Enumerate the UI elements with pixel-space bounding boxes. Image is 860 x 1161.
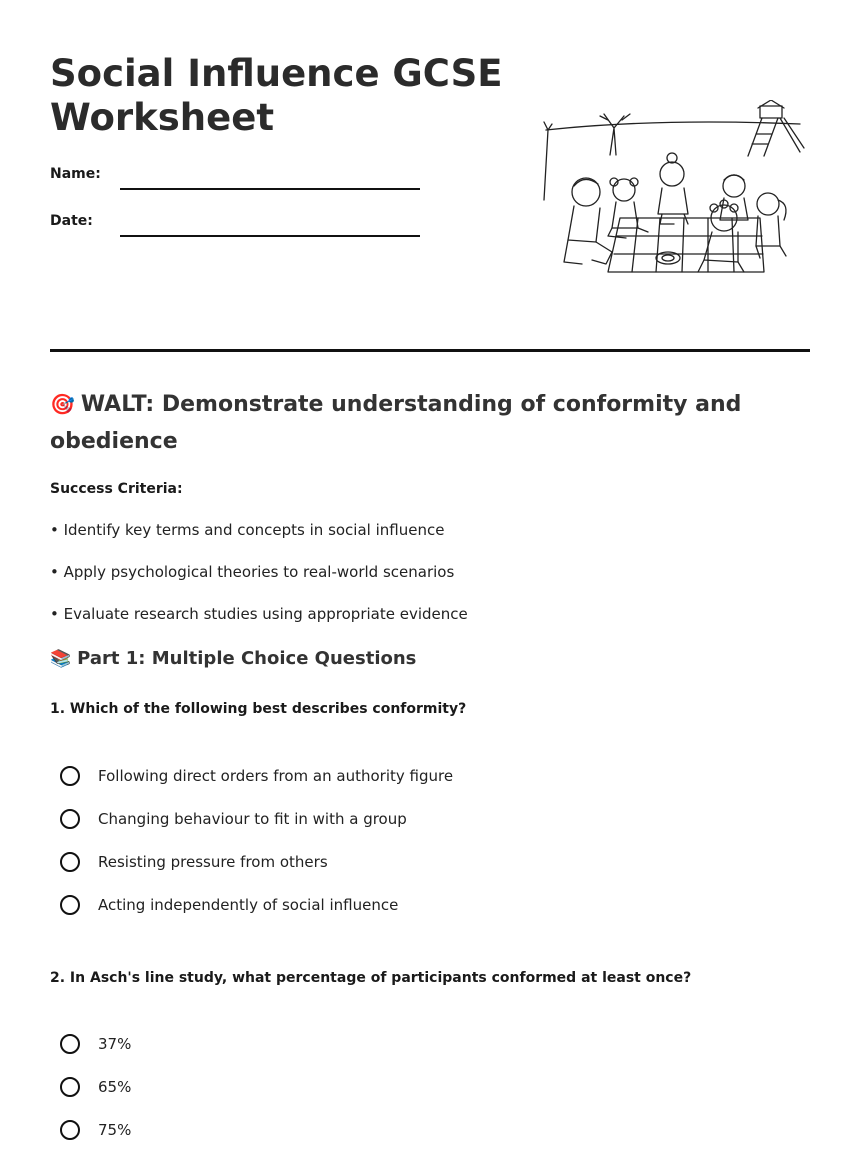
criterion-item: • Apply psychological theories to real-world scenarios bbox=[50, 563, 455, 581]
option-label: 37% bbox=[98, 1035, 132, 1053]
date-field[interactable] bbox=[50, 213, 430, 243]
name-label: Name: bbox=[50, 166, 101, 182]
children-playing-illustration bbox=[538, 100, 808, 280]
name-field[interactable] bbox=[50, 166, 430, 196]
success-criteria-heading: Success Criteria: bbox=[50, 481, 183, 497]
q1-option-b[interactable] bbox=[60, 809, 560, 835]
option-label: 75% bbox=[98, 1121, 132, 1139]
radio-button[interactable] bbox=[60, 895, 80, 915]
option-label: Resisting pressure from others bbox=[98, 853, 328, 871]
radio-button[interactable] bbox=[60, 1034, 80, 1054]
option-label: Changing behaviour to fit in with a group bbox=[98, 810, 407, 828]
name-input-line[interactable] bbox=[120, 188, 420, 190]
q2-option-b[interactable] bbox=[60, 1077, 560, 1103]
option-label: Acting independently of social influence bbox=[98, 896, 399, 914]
date-label: Date: bbox=[50, 213, 93, 229]
q1-option-c[interactable] bbox=[60, 852, 560, 878]
radio-button[interactable] bbox=[60, 852, 80, 872]
part1-heading-text: Part 1: Multiple Choice Questions bbox=[77, 648, 417, 669]
criterion-item: • Evaluate research studies using appropriate evidence bbox=[50, 605, 468, 623]
section-divider bbox=[50, 349, 810, 352]
target-icon: 🎯 bbox=[50, 392, 75, 416]
radio-button[interactable] bbox=[60, 766, 80, 786]
option-label: Following direct orders from an authority figure bbox=[98, 767, 454, 785]
q1-option-d[interactable] bbox=[60, 895, 560, 921]
books-icon: 📚 bbox=[50, 649, 72, 669]
radio-button[interactable] bbox=[60, 809, 80, 829]
walt-text: WALT: Demonstrate understanding of conformity and obedience bbox=[50, 392, 742, 454]
q2-option-a[interactable] bbox=[60, 1034, 560, 1060]
question-2: 2. In Asch's line study, what percentage of participants conformed at least once? bbox=[50, 970, 692, 986]
question-1: 1. Which of the following best describes conformity? bbox=[50, 701, 467, 717]
page-title: Social Influence GCSE Worksheet bbox=[50, 52, 503, 139]
criterion-item: • Identify key terms and concepts in social influence bbox=[50, 521, 445, 539]
option-label: 65% bbox=[98, 1078, 132, 1096]
q1-option-a[interactable] bbox=[60, 766, 560, 792]
radio-button[interactable] bbox=[60, 1120, 80, 1140]
part1-heading bbox=[50, 648, 416, 669]
radio-button[interactable] bbox=[60, 1077, 80, 1097]
q2-option-c[interactable] bbox=[60, 1120, 560, 1146]
walt-heading bbox=[50, 386, 750, 460]
date-input-line[interactable] bbox=[120, 235, 420, 237]
